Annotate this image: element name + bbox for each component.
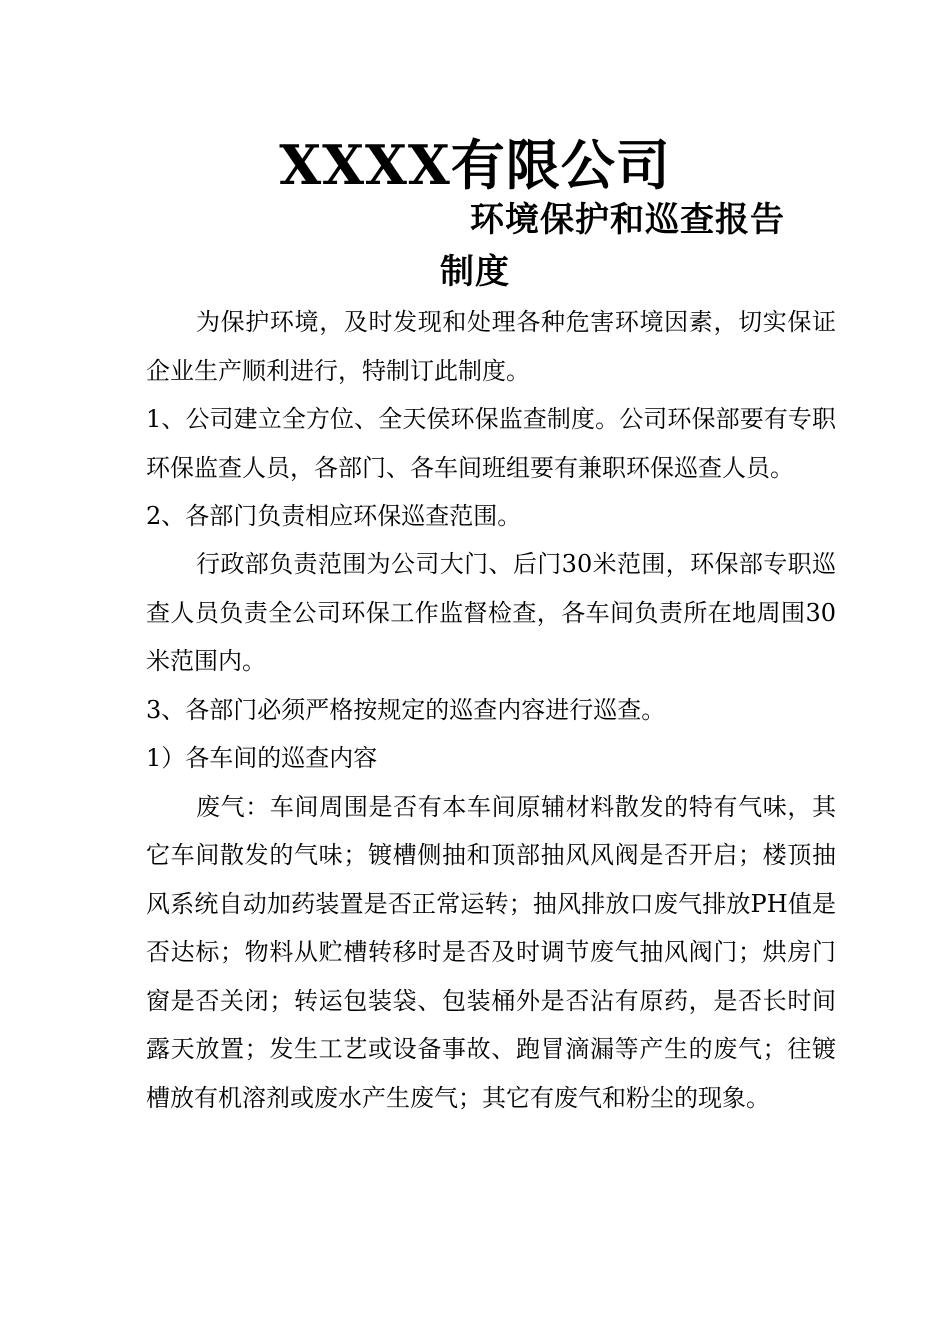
subclause-1-heading: 1）各车间的巡查内容 <box>146 744 378 772</box>
clause-2-detail-paragraph: 行政部负责范围为公司大门、后门30米范围，环保部专职巡查人员负责全公司环保工作监督检查，各车间负责所在地周围30米范围内。 <box>146 550 836 675</box>
document-body <box>146 298 836 1122</box>
exhaust-gas-paragraph: 废气：车间周围是否有本车间原辅材料散发的特有气味，其它车间散发的气味；镀槽侧抽和顶部抽风风阀是否开启；楼顶抽风系统自动加药装置是否正常运转；抽风排放口废气排放PH值是否达标；物料从贮槽转移时是否及时调节废气抽风阀门；烘房门窗是否关闭；转运包装袋、包装桶外是否沾有原药，是否长时间露天放置；发生工艺或设备事故、跑冒滴漏等产生的废气；往镀槽放有机溶剂或废水产生废气；其它有废气和粉尘的现象。 <box>146 792 836 1112</box>
document-title-line-1: 环境保护和巡查报告 <box>470 200 785 240</box>
clause-1-paragraph: 1、公司建立全方位、全天侯环保监查制度。公司环保部要有专职环保监查人员，各部门、各车间班组要有兼职环保巡查人员。 <box>146 405 836 482</box>
document-title-line-2: 制度 <box>440 252 510 292</box>
clause-2-heading: 2、各部门负责相应环保巡查范围。 <box>146 502 522 530</box>
intro-paragraph: 为保护环境，及时发现和处理各种危害环境因素，切实保证企业生产顺利进行，特制订此制度。 <box>146 308 836 385</box>
clause-3-heading: 3、各部门必须严格按规定的巡查内容进行巡查。 <box>146 695 666 724</box>
company-title: XXXX有限公司 <box>279 133 671 197</box>
